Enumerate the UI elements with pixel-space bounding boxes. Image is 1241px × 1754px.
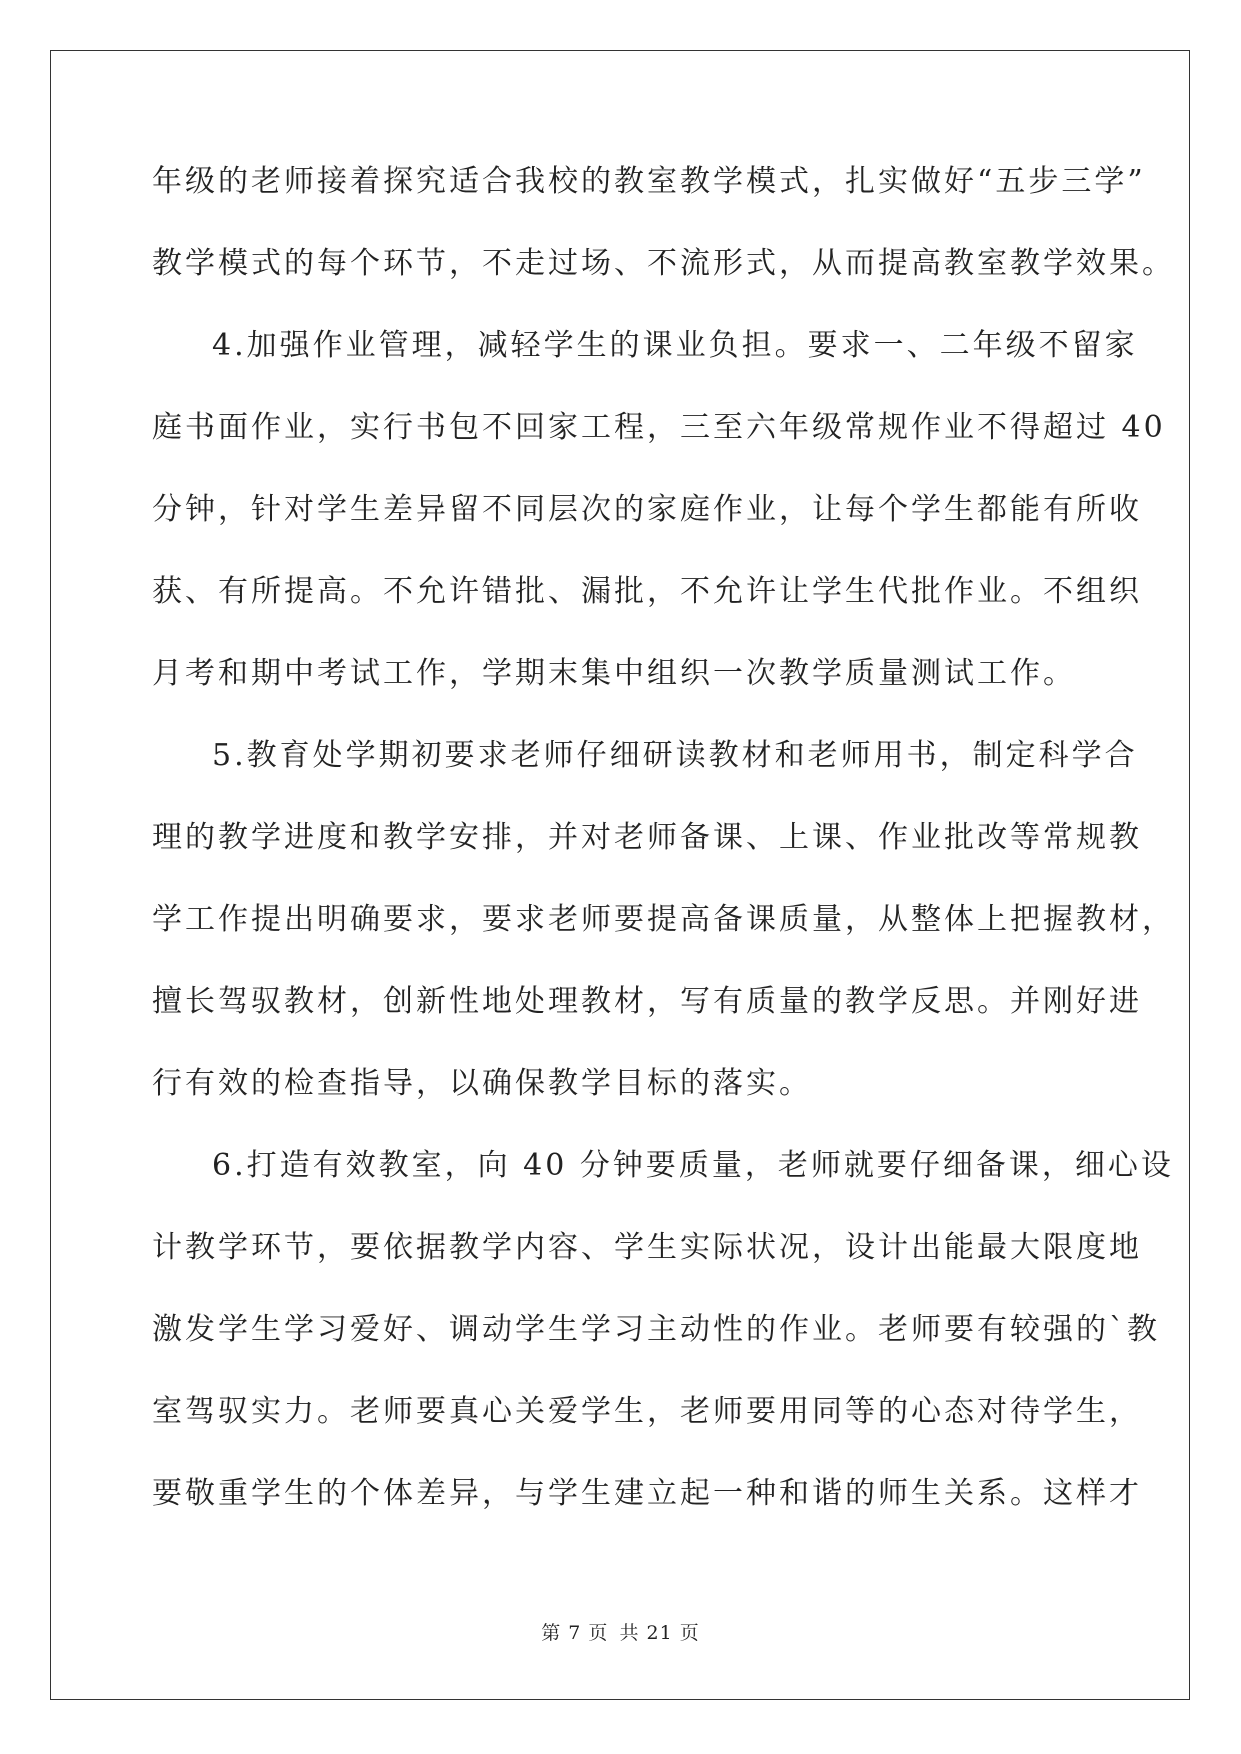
text-line: 要敬重学生的个体差异，与学生建立起一种和谐的师生关系。这样才 bbox=[152, 1476, 1142, 1511]
text-line: 庭书面作业，实行书包不回家工程，三至六年级常规作业不得超过 40 bbox=[152, 410, 1166, 445]
paragraph-start-line: 4.加强作业管理，减轻学生的课业负担。要求一、二年级不留家 bbox=[212, 328, 1138, 363]
text-line: 激发学生学习爱好、调动学生学习主动性的作业。老师要有较强的`教 bbox=[152, 1312, 1160, 1347]
text-line: 获、有所提高。不允许错批、漏批，不允许让学生代批作业。不组织 bbox=[152, 574, 1142, 609]
text-line: 教学模式的每个环节，不走过场、不流形式，从而提高教室教学效果。 bbox=[152, 246, 1175, 281]
text-line: 年级的老师接着探究适合我校的教室教学模式，扎实做好“五步三学” bbox=[152, 164, 1146, 199]
page-footer bbox=[0, 1618, 1241, 1645]
text-line: 室驾驭实力。老师要真心关爱学生，老师要用同等的心态对待学生， bbox=[152, 1394, 1142, 1429]
text-line: 理的教学进度和教学安排，并对老师备课、上课、作业批改等常规教 bbox=[152, 820, 1142, 855]
page-number: 第 7 页 bbox=[541, 1622, 609, 1644]
text-line: 计教学环节，要依据教学内容、学生实际状况，设计出能最大限度地 bbox=[152, 1230, 1142, 1265]
text-line: 学工作提出明确要求，要求老师要提高备课质量，从整体上把握教材， bbox=[152, 902, 1175, 937]
total-pages: 共 21 页 bbox=[619, 1622, 700, 1644]
text-line: 月考和期中考试工作，学期末集中组织一次教学质量测试工作。 bbox=[152, 656, 1076, 691]
text-line: 行有效的检查指导，以确保教学目标的落实。 bbox=[152, 1066, 812, 1101]
text-line: 分钟，针对学生差异留不同层次的家庭作业，让每个学生都能有所收 bbox=[152, 492, 1142, 527]
document-body bbox=[152, 162, 1175, 1556]
paragraph-start-line: 5.教育处学期初要求老师仔细研读教材和老师用书，制定科学合 bbox=[212, 738, 1138, 773]
text-line: 擅长驾驭教材，创新性地处理教材，写有质量的教学反思。并刚好进 bbox=[152, 984, 1142, 1019]
paragraph-start-line: 6.打造有效教室，向 40 分钟要质量，老师就要仔细备课，细心设 bbox=[212, 1148, 1174, 1183]
